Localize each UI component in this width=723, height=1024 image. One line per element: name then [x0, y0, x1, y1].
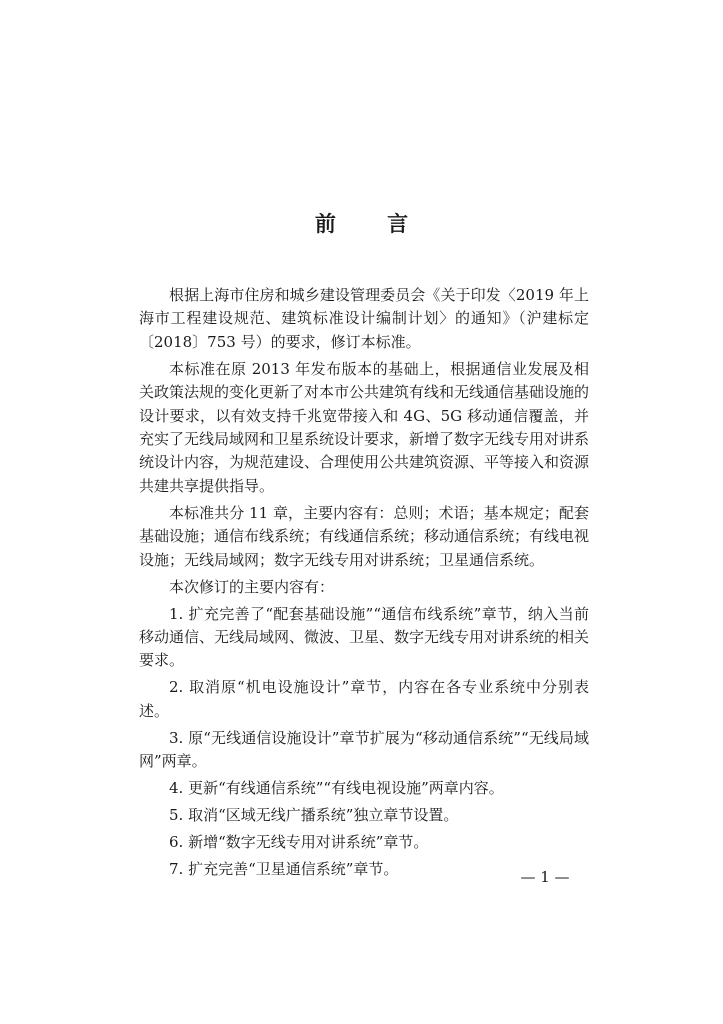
revision-item-4: 4. 更新“有线通信系统”“有线电视设施”两章内容。 — [169, 779, 504, 798]
page-title: 前 言 — [314, 212, 431, 236]
preface-body — [139, 284, 589, 885]
paragraph-basis: 根据上海市住房和城乡建设管理委员会《关于印发〈2019 年上海市工程建设规范、建筑标准设计编制计划〉的通知》（沪建标定〔2018〕753 号）的要求，修订本标准。 — [139, 286, 589, 351]
paragraph-revision-background: 本标准在原 2013 年发布版本的基础上，根据通信业发展及相关政策法规的变化更新了对本市公共建筑有线和无线通信基础设施的设计要求，以有效支持千兆宽带接入和 4G、5G 移动通信覆盖，并充实了无线局域网和卫星系统设计要求，新增了数字无线专用对讲系统设计内容，为规范建设、合理使用公共建筑资源、平等接入和资源共建共享提供指导。 — [139, 359, 590, 495]
revision-item-3: 3. 原“无线通信设施设计”章节扩展为“移动通信系统”“无线局域网”两章。 — [139, 728, 589, 771]
page-number: — 1 — — [520, 868, 570, 886]
revision-item-2: 2. 取消原“机电设施设计”章节，内容在各专业系统中分别表述。 — [139, 678, 589, 720]
paragraph-chapter-overview: 本标准共分 11 章，主要内容有：总则；术语；基本规定；配套基础设施；通信布线系统；有线通信系统；移动通信系统；有线电视设施；无线局域网；数字无线专用对讲系统；卫星通信系统。 — [139, 503, 590, 569]
revision-item-7: 7. 扩充完善“卫星通信系统”章节。 — [169, 860, 399, 879]
revision-item-1: 1. 扩充完善了“配套基础设施”“通信布线系统”章节，纳入当前移动通信、无线局域网、微波、卫星、数字无线专用对讲系统的相关要求。 — [139, 604, 590, 670]
revision-item-6: 6. 新增“数字无线专用对讲系统”章节。 — [169, 833, 429, 852]
paragraph-revision-intro: 本次修订的主要内容有： — [169, 577, 335, 596]
revision-item-5: 5. 取消“区域无线广播系统”独立章节设置。 — [169, 806, 459, 825]
